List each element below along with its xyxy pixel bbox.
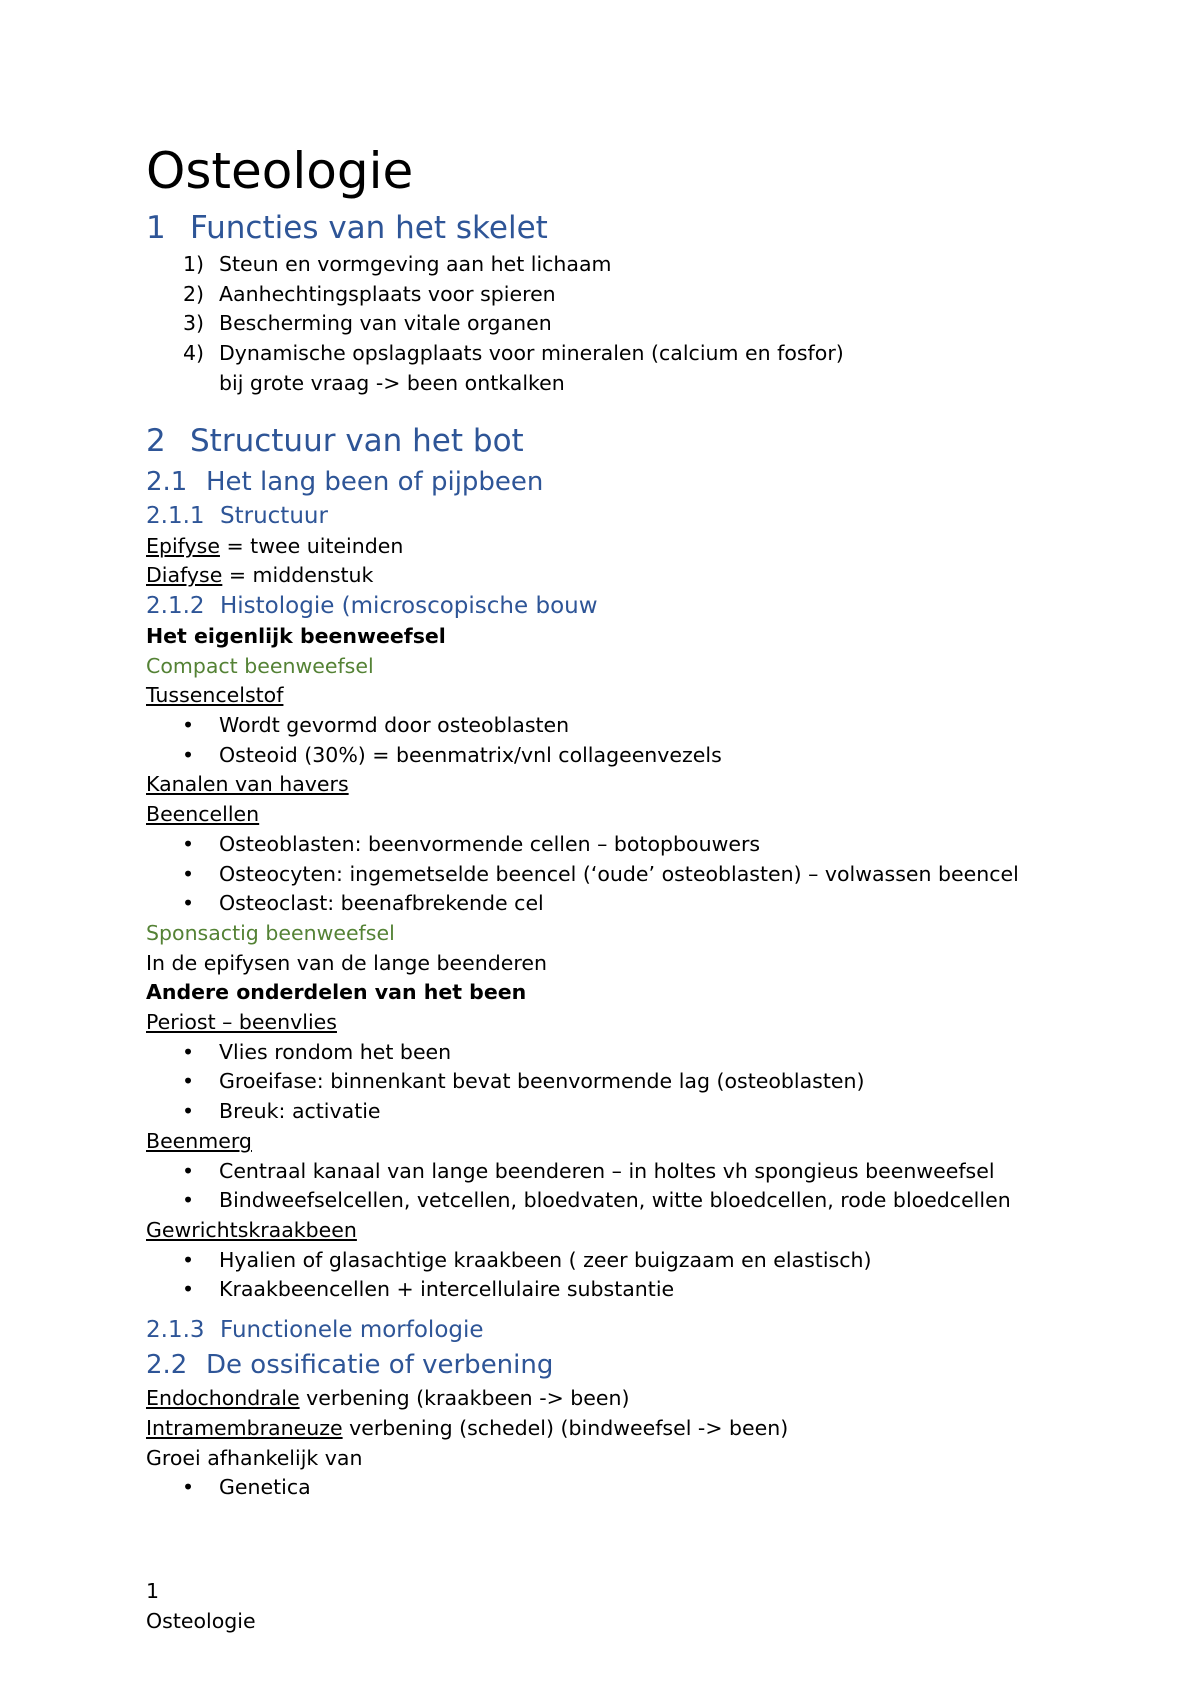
bullet-text: Wordt gevormd door osteoblasten xyxy=(219,713,570,738)
subheading-sponsactig: Sponsactig beenweefsel xyxy=(146,920,395,945)
heading-structuur-bot xyxy=(146,419,1146,463)
text-sponsactig: In de epifysen van de lange beenderen xyxy=(146,950,547,975)
heading-ossificatie xyxy=(146,1346,1146,1384)
bullet-item xyxy=(146,1097,1146,1127)
numbered-item xyxy=(146,280,1146,310)
heading-number: 2.1.1 xyxy=(146,502,205,529)
heading-functies xyxy=(146,206,1146,250)
list-text: Bescherming van vitale organen xyxy=(219,311,552,336)
bullet-icon: • xyxy=(182,1247,195,1272)
definition: verbening (schedel) (bindweefsel -> been) xyxy=(342,1415,789,1440)
term: Intramembraneuze xyxy=(146,1415,343,1440)
bullet-text: Osteoclast: beenafbrekende cel xyxy=(219,891,544,916)
text-groei: Groei afhankelijk van xyxy=(146,1445,363,1470)
footer-title: Osteologie xyxy=(146,1608,256,1633)
bullet-text: Osteocyten: ingemetselde beencel (‘oude’ osteoblasten) – volwassen beencel xyxy=(219,861,1019,886)
bullet-icon: • xyxy=(182,891,195,916)
bullet-icon: • xyxy=(182,1039,195,1064)
bullet-text: Breuk: activatie xyxy=(219,1099,381,1124)
subheading-compact: Compact beenweefsel xyxy=(146,653,374,678)
heading-lang-been xyxy=(146,463,1146,501)
numbered-item xyxy=(146,309,1146,339)
label-beencellen: Beencellen xyxy=(146,802,260,827)
heading-structuur xyxy=(146,501,1146,532)
bullet-item xyxy=(146,1275,1146,1305)
bullet-text: Groeifase: binnenkant bevat beenvormende lag (osteoblasten) xyxy=(219,1069,865,1094)
bullet-item xyxy=(146,711,1146,741)
bullet-text: Vlies rondom het been xyxy=(219,1039,452,1064)
list-text: Steun en vormgeving aan het lichaam xyxy=(219,252,612,276)
label-beenmerg: Beenmerg xyxy=(146,1128,252,1153)
bullet-text: Hyalien of glasachtige kraakbeen ( zeer buigzaam en elastisch) xyxy=(219,1247,872,1272)
subheading-andere: Andere onderdelen van het been xyxy=(146,980,527,1005)
numbered-item-continuation: bij grote vraag -> been ontkalken xyxy=(219,370,565,395)
bullet-item xyxy=(146,860,1146,890)
label-tussencelstof: Tussencelstof xyxy=(146,683,284,708)
bullet-icon: • xyxy=(182,1069,195,1094)
label-gewrichtskraakbeen: Gewrichtskraakbeen xyxy=(146,1217,357,1242)
bullet-item xyxy=(146,741,1146,771)
definition-epifyse xyxy=(146,532,1146,562)
page-footer xyxy=(146,1577,256,1636)
bullet-text: Centraal kanaal van lange beenderen – in holtes vh spongieus beenweefsel xyxy=(219,1158,995,1183)
heading-number: 2.2 xyxy=(146,1350,188,1381)
bullet-icon: • xyxy=(182,831,195,856)
heading-text: Structuur van het bot xyxy=(190,422,524,459)
list-marker: 4) xyxy=(183,341,205,366)
document-title: Osteologie xyxy=(146,142,414,200)
definition: = middenstuk xyxy=(222,563,374,588)
bullet-icon: • xyxy=(182,1277,195,1302)
numbered-item xyxy=(146,250,1146,280)
bullet-item xyxy=(146,1473,1146,1503)
heading-number: 2.1 xyxy=(146,466,188,497)
heading-text: De ossificatie of verbening xyxy=(206,1350,554,1381)
bullet-icon: • xyxy=(182,1099,195,1124)
list-marker: 2) xyxy=(183,281,205,306)
bullet-text: Osteoid (30%) = beenmatrix/vnl collageenvezels xyxy=(219,742,722,767)
bullet-icon: • xyxy=(182,713,195,738)
heading-text: Histologie (microscopische bouw xyxy=(220,592,598,619)
list-text: Dynamische opslagplaats voor mineralen (calcium en fosfor) xyxy=(219,341,844,366)
bullet-text: Bindweefselcellen, vetcellen, bloedvaten, witte bloedcellen, rode bloedcellen xyxy=(219,1188,1011,1213)
term: Epifyse xyxy=(146,533,220,558)
heading-text: Functionele morfologie xyxy=(220,1317,484,1344)
bullet-item xyxy=(146,889,1146,919)
bullet-text: Osteoblasten: beenvormende cellen – botopbouwers xyxy=(219,831,761,856)
bullet-item xyxy=(146,830,1146,860)
label-periost: Periost – beenvlies xyxy=(146,1010,337,1035)
heading-text: Het lang been of pijpbeen xyxy=(206,466,544,497)
list-text: Aanhechtingsplaats voor spieren xyxy=(219,281,556,306)
bullet-icon: • xyxy=(182,861,195,886)
term: Endochondrale xyxy=(146,1386,300,1411)
page-number: 1 xyxy=(146,1579,160,1603)
definition-diafyse xyxy=(146,561,1146,591)
numbered-item xyxy=(146,339,1146,369)
bullet-item xyxy=(146,1186,1146,1216)
heading-number: 1 xyxy=(146,210,166,246)
heading-functionele-morfologie xyxy=(146,1315,1146,1346)
text-intramembraneuze xyxy=(146,1414,1146,1444)
heading-text: Structuur xyxy=(220,502,328,529)
label-kanalen: Kanalen van havers xyxy=(146,772,349,797)
subheading-eigenlijk: Het eigenlijk beenweefsel xyxy=(146,623,446,648)
bullet-icon: • xyxy=(182,742,195,767)
bullet-item xyxy=(146,1038,1146,1068)
text-endochondrale xyxy=(146,1384,1146,1414)
definition: = twee uiteinden xyxy=(219,533,404,558)
bullet-icon: • xyxy=(182,1475,195,1500)
definition: verbening (kraakbeen -> been) xyxy=(299,1386,630,1411)
bullet-item xyxy=(146,1067,1146,1097)
bullet-icon: • xyxy=(182,1188,195,1213)
document-page xyxy=(146,138,1146,1503)
bullet-item xyxy=(146,1157,1146,1187)
heading-number: 2 xyxy=(146,422,166,459)
bullet-icon: • xyxy=(182,1158,195,1183)
heading-histologie xyxy=(146,591,1146,622)
heading-number: 2.1.2 xyxy=(146,592,205,619)
term: Diafyse xyxy=(146,563,223,588)
list-marker: 3) xyxy=(183,311,205,336)
bullet-text: Genetica xyxy=(219,1475,311,1500)
bullet-item xyxy=(146,1246,1146,1276)
heading-text: Functies van het skelet xyxy=(190,210,548,246)
list-marker: 1) xyxy=(183,252,205,276)
bullet-text: Kraakbeencellen + intercellulaire substantie xyxy=(219,1277,675,1302)
heading-number: 2.1.3 xyxy=(146,1317,205,1344)
